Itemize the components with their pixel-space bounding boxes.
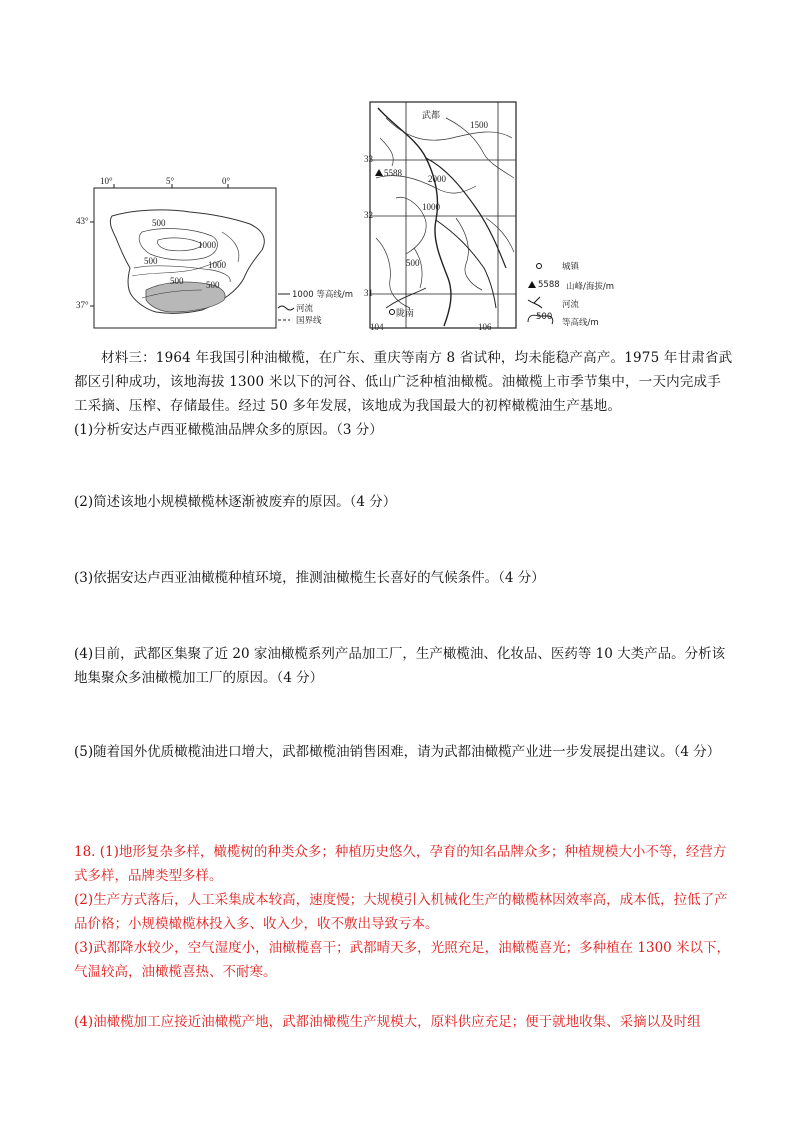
wudu-map [366, 98, 626, 336]
answer-4: (4)油橄榄加工应接近油橄榄产地，武都油橄榄生产规模大，原料供应充足；便于就地收集、采摘以及时组 [74, 1014, 701, 1030]
contour-label: 1000 [208, 260, 226, 270]
city-label-wudu: 武都 [422, 110, 441, 120]
lon-label-5: 5° [166, 176, 175, 186]
lat-label-43: 43° [76, 216, 89, 226]
lat-label-37: 37° [76, 300, 89, 310]
lon-label-106: 106 [478, 322, 492, 332]
contour-label: 500 [406, 258, 420, 268]
lon-label-104: 104 [370, 322, 384, 332]
lat-label-32: 32 [364, 210, 373, 220]
legend-river: 河流 [562, 300, 580, 310]
contour-label: 500 [170, 276, 184, 286]
spain-map-graphic [72, 172, 362, 332]
legend-contour: 等高线/m [562, 318, 599, 328]
lon-label-0: 0° [222, 176, 231, 186]
legend-river: 河流 [296, 304, 314, 314]
legend-contour-value: 500 [536, 312, 553, 322]
legend-peak: 山峰/海拔/m [566, 282, 615, 292]
question-3: (3)依据安达卢西亚油橄榄种植环境，推测油橄榄生长喜好的气候条件。（4 分） [74, 570, 545, 586]
city-label-longnan: 陇南 [396, 308, 415, 318]
contour-label: 2000 [428, 174, 446, 184]
legend-city: 城镇 [562, 262, 580, 272]
contour-label: 500 [206, 280, 220, 290]
peak-label: 5588 [384, 168, 402, 178]
lon-label-10: 10° [100, 176, 113, 186]
question-2: (2)简述该地小规模橄榄林逐渐被废弃的原因。（4 分） [74, 494, 397, 510]
spain-map [72, 172, 362, 332]
lat-label-33: 33 [364, 154, 373, 164]
contour-label: 1000 [422, 202, 440, 212]
question-5: (5)随着国外优质橄榄油进口增大，武都橄榄油销售困难，请为武都油橄榄产业进一步发展提出建议。（4 分） [74, 744, 721, 760]
legend-contour: 1000 等高线/m [292, 290, 353, 300]
wudu-map-graphic [366, 98, 626, 336]
question-1: (1)分析安达卢西亚橄榄油品牌众多的原因。（3 分） [74, 422, 383, 438]
question-4: (4)目前，武都区集聚了近 20 家油橄榄系列产品加工厂，生产橄榄油、化妆品、医药等 10 大类产品。分析该地集聚众多油橄榄加工厂的原因。（4 分） [74, 646, 726, 686]
answer-2: (2)生产方式落后，人工采集成本较高，速度慢；大规模引入机械化生产的橄榄林因效率高，成本低，拉低了产品价格；小规模橄榄林投入多、收入少，收不敷出导致亏本。 [74, 892, 728, 932]
answer-3: (3)武都降水较少，空气湿度小，油橄榄喜干；武都晴天多，光照充足，油橄榄喜光；多种植在 1300 米以下，气温较高，油橄榄喜热、不耐寒。 [74, 940, 731, 980]
lat-label-31: 31 [364, 288, 373, 298]
legend-border: 国界线 [296, 316, 322, 326]
contour-label: 500 [144, 256, 158, 266]
legend-peak-value: 5588 [538, 280, 560, 290]
material-three: 材料三：1964 年我国引种油橄榄，在广东、重庆等南方 8 省试种，均未能稳产高产。1975 年甘肃省武都区引种成功，该地海拔 1300 米以下的河谷、低山广泛种植油橄榄。油橄榄上市季节集中，一天内完成手工采摘、压榨、存储最佳。经过 50 多年发展，该地成为我国最大的初榨橄榄油生产基地。 [74, 350, 733, 414]
answer-1: 18. (1)地形复杂多样，橄榄树的种类众多；种植历史悠久，孕育的知名品牌众多；种植规模大小不等，经营方式多样，品牌类型多样。 [74, 844, 727, 884]
contour-label: 500 [152, 218, 166, 228]
contour-label: 1000 [198, 240, 216, 250]
contour-label: 1500 [470, 120, 488, 130]
